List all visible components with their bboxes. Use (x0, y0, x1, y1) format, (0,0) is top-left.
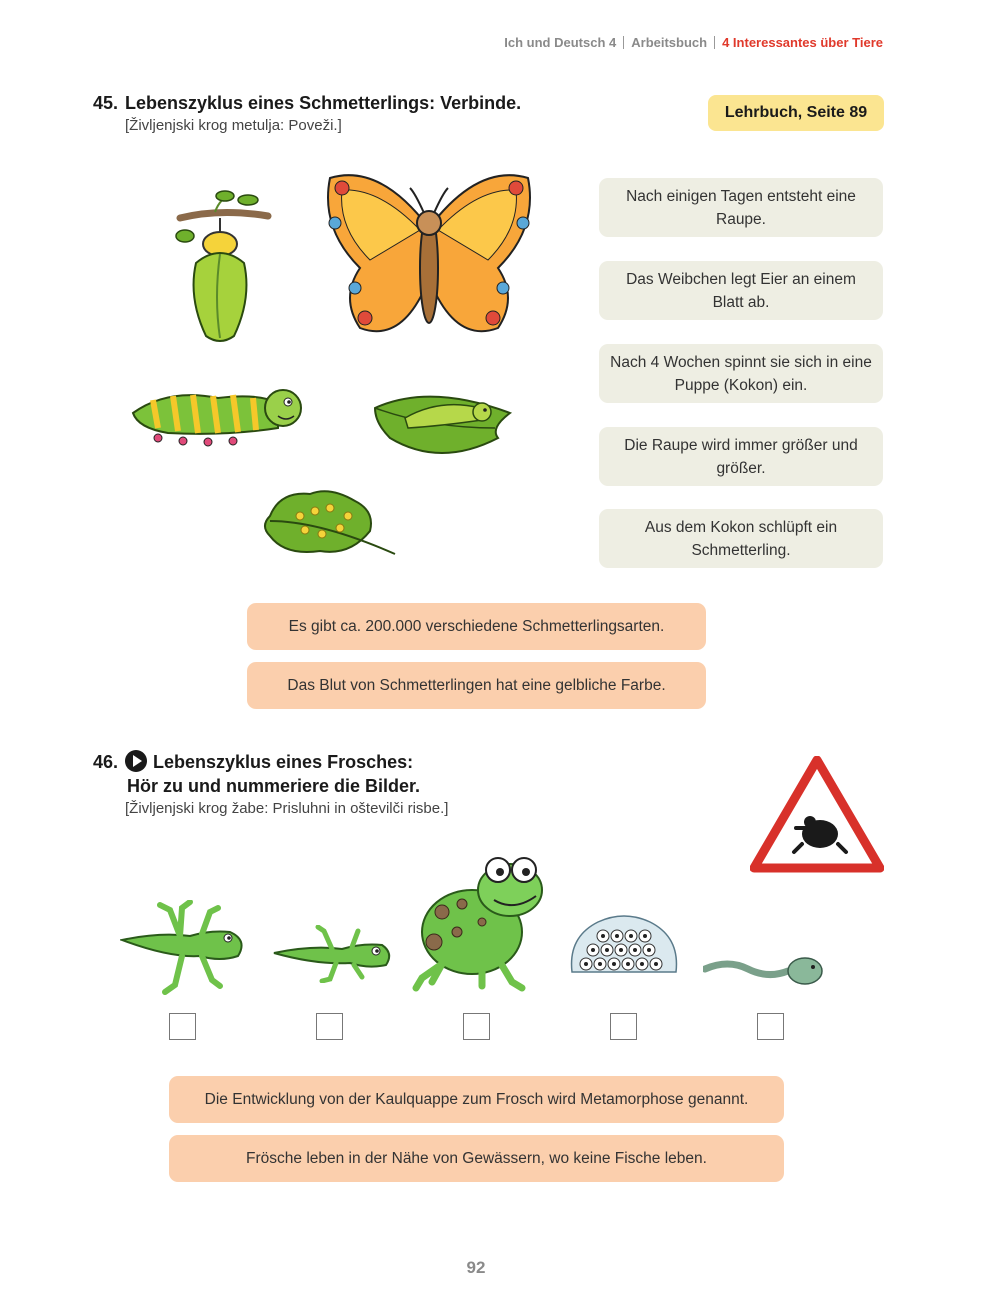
play-audio-icon[interactable] (125, 750, 147, 772)
adult-frog-illustration (412, 852, 548, 992)
butterfly-illustration (320, 168, 538, 346)
page-header (504, 35, 883, 50)
task-45-number: 45. (93, 93, 119, 113)
chapter-title: 4 Interessantes über Tiere (722, 35, 883, 50)
header-separator (623, 36, 624, 49)
number-box-3[interactable] (463, 1013, 490, 1040)
pupa-cocoon-illustration (170, 188, 275, 348)
fact-box-4: Frösche leben in der Nähe von Gewässern, wo keine Fische leben. (169, 1135, 784, 1182)
young-frog-with-tail-illustration (120, 900, 248, 995)
frog-warning-sign-icon (750, 756, 884, 874)
task-45-title-text: Lebenszyklus eines Schmetterlings: Verbinde. (125, 93, 522, 113)
task-45-title (93, 92, 521, 115)
stage-box-2: Das Weibchen legt Eier an einem Blatt ab. (599, 261, 883, 320)
number-box-5[interactable] (757, 1013, 784, 1040)
task-46-title-line1: Lebenszyklus eines Frosches: (153, 752, 414, 772)
header-separator (714, 36, 715, 49)
task-46-subtitle: [Življenjski krog žabe: Prisluhni in oštevilči risbe.] (125, 800, 449, 817)
task-46-title-line2: Hör zu und nummeriere die Bilder. (127, 776, 421, 796)
number-box-4[interactable] (610, 1013, 637, 1040)
frog-spawn-eggs-illustration (568, 912, 680, 978)
fact-box-1: Es gibt ca. 200.000 verschiedene Schmetterlingsarten. (247, 603, 706, 650)
fact-box-3: Die Entwicklung von der Kaulquappe zum Frosch wird Metamorphose genannt. (169, 1076, 784, 1123)
book-part: Arbeitsbuch (631, 35, 708, 50)
fact-box-2: Das Blut von Schmetterlingen hat eine gelbliche Farbe. (247, 662, 706, 709)
stage-box-3: Nach 4 Wochen spinnt sie sich in eine Puppe (Kokon) ein. (599, 344, 883, 403)
number-box-2[interactable] (316, 1013, 343, 1040)
stage-box-1: Nach einigen Tagen entsteht eine Raupe. (599, 178, 883, 237)
task-46-title (93, 750, 413, 774)
tadpole-with-legs-illustration (272, 925, 394, 983)
page-number: 92 (466, 1258, 486, 1277)
task-45-subtitle: [Življenjski krog metulja: Poveži.] (125, 117, 342, 134)
stage-box-5: Aus dem Kokon schlüpft ein Schmetterling. (599, 509, 883, 568)
tadpole-illustration (703, 955, 825, 990)
number-box-1[interactable] (169, 1013, 196, 1040)
task-46-number: 46. (93, 752, 119, 772)
textbook-reference-badge: Lehrbuch, Seite 89 (708, 95, 884, 131)
leaf-with-eggs-illustration (260, 486, 400, 561)
book-title: Ich und Deutsch 4 (504, 35, 617, 50)
caterpillar-illustration (128, 378, 303, 450)
caterpillar-on-leaf-illustration (370, 388, 515, 460)
stage-box-4: Die Raupe wird immer größer und größer. (599, 427, 883, 486)
